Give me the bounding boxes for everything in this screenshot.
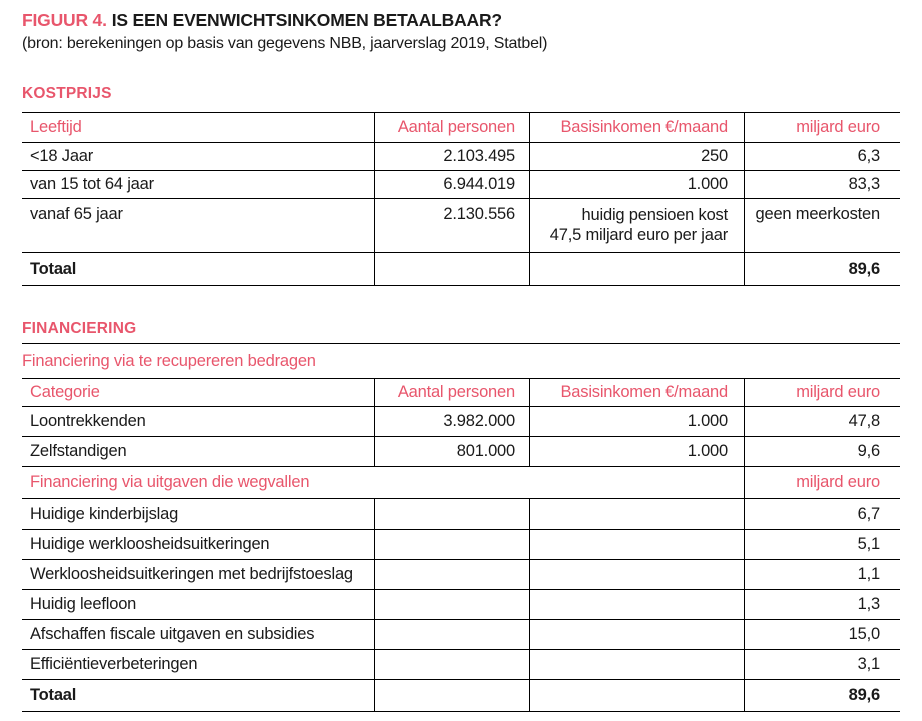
header-cell-aantal-personen: Aantal personen xyxy=(374,113,529,142)
label-cell: Loontrekkenden xyxy=(30,412,146,430)
header-cell-basisinkomen: Basisinkomen €/maand xyxy=(529,113,744,142)
table-row-kinderbijslag xyxy=(22,499,900,530)
figure-source: (bron: berekeningen op basis van gegevens NBB, jaarverslag 2019, Statbel) xyxy=(22,35,548,52)
income-cell: 1.000 xyxy=(529,437,744,466)
table-row-werkloosheidsuitkeringen xyxy=(22,530,900,560)
total-label-cell: Totaal xyxy=(30,686,77,704)
label-cell: Huidige werkloosheidsuitkeringen xyxy=(30,535,270,553)
header-cell-miljard-euro: miljard euro xyxy=(744,113,900,142)
table-row-65-plus xyxy=(22,199,900,253)
label-cell: Huidige kinderbijslag xyxy=(30,504,179,523)
kostprijs-total-row xyxy=(22,253,900,286)
empty-cell xyxy=(374,560,529,589)
kostprijs-table xyxy=(22,112,900,286)
empty-cell xyxy=(374,530,529,559)
persons-cell: 6.944.019 xyxy=(374,171,529,198)
empty-cell xyxy=(374,620,529,649)
label-cell: vanaf 65 jaar xyxy=(30,205,123,223)
persons-cell: 801.000 xyxy=(374,437,529,466)
section-heading-kostprijs: KOSTPRIJS xyxy=(22,85,112,102)
total-billion-cell: 89,6 xyxy=(744,253,900,285)
empty-cell xyxy=(374,499,529,529)
income-cell: 1.000 xyxy=(529,171,744,198)
empty-cell xyxy=(529,620,744,649)
pension-note-line-1: huidig pensioen kost xyxy=(581,206,728,224)
section-divider-rule xyxy=(22,343,900,344)
billion-cell: 9,6 xyxy=(744,437,900,466)
income-cell: 1.000 xyxy=(529,407,744,436)
empty-cell xyxy=(374,590,529,619)
pension-note-cell xyxy=(529,199,744,252)
empty-cell xyxy=(529,253,744,285)
table-row-zelfstandigen xyxy=(22,437,900,467)
table-row-loontrekkenden xyxy=(22,407,900,437)
header-cell-miljard-euro: miljard euro xyxy=(744,379,900,406)
label-cell: Afschaffen fiscale uitgaven en subsidies xyxy=(30,625,315,643)
persons-cell: 2.130.556 xyxy=(374,199,529,252)
empty-cell xyxy=(529,680,744,711)
billion-cell: 15,0 xyxy=(744,620,900,649)
persons-cell: 3.982.000 xyxy=(374,407,529,436)
subsection-wegvallen-unit: miljard euro xyxy=(744,467,900,498)
pension-note-lines xyxy=(550,205,728,245)
financiering-table xyxy=(22,378,900,712)
billion-cell: 3,1 xyxy=(744,650,900,679)
section-heading-financiering: FINANCIERING xyxy=(22,320,137,337)
total-label-cell: Totaal xyxy=(30,259,77,278)
empty-cell xyxy=(374,253,529,285)
header-cell-aantal-personen: Aantal personen xyxy=(374,379,529,406)
billion-cell: geen meerkosten xyxy=(744,199,900,252)
label-cell: Efficiëntieverbeteringen xyxy=(30,655,198,673)
header-cell-leeftijd: Leeftijd xyxy=(30,118,82,136)
billion-cell: 1,3 xyxy=(744,590,900,619)
empty-cell xyxy=(374,650,529,679)
table-row-15-64 xyxy=(22,171,900,199)
billion-cell: 1,1 xyxy=(744,560,900,589)
empty-cell xyxy=(374,680,529,711)
table-row-efficientie xyxy=(22,650,900,680)
table-row-under-18 xyxy=(22,143,900,171)
subsection-wegvallen-label: Financiering via uitgaven die wegvallen xyxy=(30,473,310,491)
empty-cell xyxy=(529,590,744,619)
label-cell: Zelfstandigen xyxy=(30,442,127,460)
table-row-fiscale-uitgaven xyxy=(22,620,900,650)
subsection-recupereren: Financiering via te recupereren bedragen xyxy=(22,352,316,370)
total-billion-cell: 89,6 xyxy=(744,680,900,711)
empty-cell xyxy=(529,499,744,529)
header-cell-basisinkomen: Basisinkomen €/maand xyxy=(529,379,744,406)
pension-note-line-2: 47,5 miljard euro per jaar xyxy=(549,226,728,244)
financiering-total-row xyxy=(22,680,900,712)
billion-cell: 83,3 xyxy=(744,171,900,198)
figure-number-label: FIGUUR 4. xyxy=(22,10,107,30)
financiering-header-row xyxy=(22,379,900,407)
label-cell: van 15 tot 64 jaar xyxy=(30,175,154,193)
empty-cell xyxy=(529,650,744,679)
persons-cell: 2.103.495 xyxy=(374,143,529,170)
kostprijs-header-row xyxy=(22,113,900,143)
billion-cell: 6,3 xyxy=(744,143,900,170)
billion-cell: 47,8 xyxy=(744,407,900,436)
subsection-wegvallen-row xyxy=(22,467,900,499)
label-cell: Werkloosheidsuitkeringen met bedrijfstoeslag xyxy=(30,565,353,583)
income-cell: 250 xyxy=(529,143,744,170)
figure-title: IS EEN EVENWICHTSINKOMEN BETAALBAAR? xyxy=(111,10,502,30)
table-row-bedrijfstoeslag xyxy=(22,560,900,590)
table-row-leefloon xyxy=(22,590,900,620)
billion-cell: 6,7 xyxy=(744,499,900,529)
empty-cell xyxy=(529,530,744,559)
header-cell-categorie: Categorie xyxy=(30,383,100,401)
label-cell: <18 Jaar xyxy=(30,147,94,165)
billion-cell: 5,1 xyxy=(744,530,900,559)
label-cell: Huidig leefloon xyxy=(30,595,137,613)
empty-cell xyxy=(529,560,744,589)
figure-title-row xyxy=(22,9,900,32)
